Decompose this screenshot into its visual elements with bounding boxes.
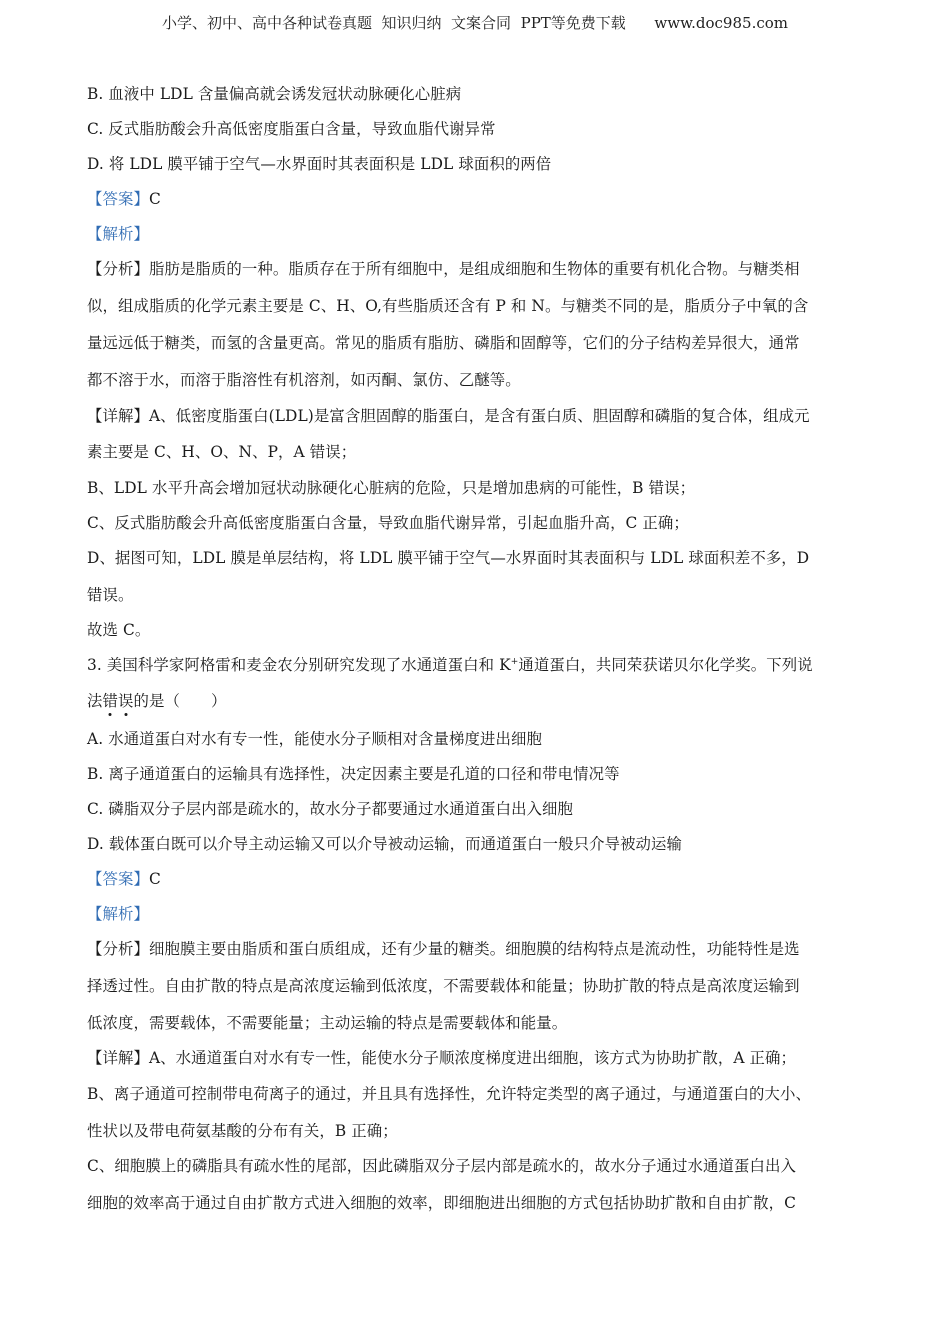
q2-detail-line: 素主要是 C、H、O、N、P，A 错误；	[87, 443, 357, 461]
q3-stem2-part: 法	[87, 692, 103, 710]
q3-analysis-line: 【分析】细胞膜主要由脂质和蛋白质组成，还有少量的糖类。细胞膜的结构特点是流动性，功能特性是选	[87, 940, 800, 958]
q2-option-d: D. 将 LDL 膜平铺于空气—水界面时其表面积是 LDL 球面积的两倍	[87, 155, 552, 173]
q2-answer	[87, 187, 161, 209]
answer-value: C	[148, 870, 161, 888]
q2-analysis-line: 【分析】脂肪是脂质的一种。脂质存在于所有细胞中，是组成细胞和生物体的重要有机化合物。与糖类相	[87, 260, 800, 278]
q2-analysis-line: 都不溶于水，而溶于脂溶性有机溶剂，如丙酮、氯仿、乙醚等。	[87, 371, 521, 389]
q3-detail-line: 【详解】A、水通道蛋白对水有专一性，能使水分子顺浓度梯度进出细胞，该方式为协助扩散，A 正确；	[87, 1049, 797, 1067]
answer-tag: 【答案】	[87, 870, 149, 888]
answer-tag: 【答案】	[87, 190, 149, 208]
q3-detail-line: 细胞的效率高于通过自由扩散方式进入细胞的效率，即细胞进出细胞的方式包括协助扩散和自由扩散，C	[87, 1194, 796, 1212]
q2-detail-line: B、LDL 水平升高会增加冠状动脉硬化心脏病的危险，只是增加患病的可能性，B 错误；	[87, 479, 696, 497]
q2-explain-tag: 【解析】	[87, 225, 149, 243]
q2-option-b: B. 血液中 LDL 含量偏高就会诱发冠状动脉硬化心脏病	[87, 85, 462, 103]
q2-analysis-line: 似，组成脂质的化学元素主要是 C、H、O,有些脂质还含有 P 和 N。与糖类不同的是，脂质分子中氧的含	[87, 297, 809, 315]
q2-detail-line: D、据图可知，LDL 膜是单层结构，将 LDL 膜平铺于空气—水界面时其表面积与 LDL 球面积差不多，D	[87, 549, 810, 567]
q3-stem	[87, 653, 813, 675]
q3-stem-line2	[87, 689, 226, 711]
q2-detail-line: 错误。	[87, 586, 134, 604]
q2-option-c: C. 反式脂肪酸会升高低密度脂蛋白含量，导致血脂代谢异常	[87, 120, 496, 138]
q3-option-d: D. 载体蛋白既可以介导主动运输又可以介导被动运输，而通道蛋白一般只介导被动运输	[87, 835, 683, 853]
q3-option-c: C. 磷脂双分子层内部是疏水的，故水分子都要通过水通道蛋白出入细胞	[87, 800, 574, 818]
q2-detail-line: C、反式脂肪酸会升高低密度脂蛋白含量，导致血脂代谢异常，引起血脂升高，C 正确；	[87, 514, 689, 532]
q3-detail-line: B、离子通道可控制带电荷离子的通过，并且具有选择性，允许特定类型的离子通过，与通道蛋白的大小、	[87, 1085, 811, 1103]
page-header: 小学、初中、高中各种试卷真题 知识归纳 文案合同 PPT等免费下载 www.doc985.com	[161, 14, 788, 32]
q3-answer	[87, 867, 161, 889]
answer-value: C	[148, 190, 161, 208]
q3-detail-line: C、细胞膜上的磷脂具有疏水性的尾部，因此磷脂双分子层内部是疏水的，故水分子通过水通道蛋白出入	[87, 1157, 796, 1175]
q3-option-a: A. 水通道蛋白对水有专一性，能使水分子顺相对含量梯度进出细胞	[87, 730, 542, 748]
q3-analysis-line: 择透过性。自由扩散的特点是高浓度运输到低浓度，不需要载体和能量；协助扩散的特点是高浓度运输到	[87, 977, 800, 995]
q3-stem2-part: 的是（ ）	[133, 692, 227, 710]
q3-analysis-line: 低浓度，需要载体，不需要能量；主动运输的特点是需要载体和能量。	[87, 1014, 568, 1032]
emphasis-char: 误	[118, 692, 134, 710]
q3-stem-superscript: +	[510, 656, 519, 667]
q3-detail-line: 性状以及带电荷氨基酸的分布有关，B 正确；	[87, 1122, 398, 1140]
q3-stem-part: 3. 美国科学家阿格雷和麦金农分别研究发现了水通道蛋白和 K	[87, 656, 511, 674]
q2-analysis-line: 量远远低于糖类，而氢的含量更高。常见的脂质有脂肪、磷脂和固醇等，它们的分子结构差异很大，通常	[87, 334, 800, 352]
q3-option-b: B. 离子通道蛋白的运输具有选择性，决定因素主要是孔道的口径和带电情况等	[87, 765, 620, 783]
q2-detail-line: 【详解】A、低密度脂蛋白(LDL)是富含胆固醇的脂蛋白，是含有蛋白质、胆固醇和磷脂的复合体，组成元	[87, 407, 810, 425]
emphasis-char: 错	[102, 692, 118, 710]
q3-stem-part: 通道蛋白，共同荣获诺贝尔化学奖。下列说	[518, 656, 813, 674]
q2-conclusion: 故选 C。	[87, 621, 151, 639]
q3-explain-tag: 【解析】	[87, 905, 149, 923]
